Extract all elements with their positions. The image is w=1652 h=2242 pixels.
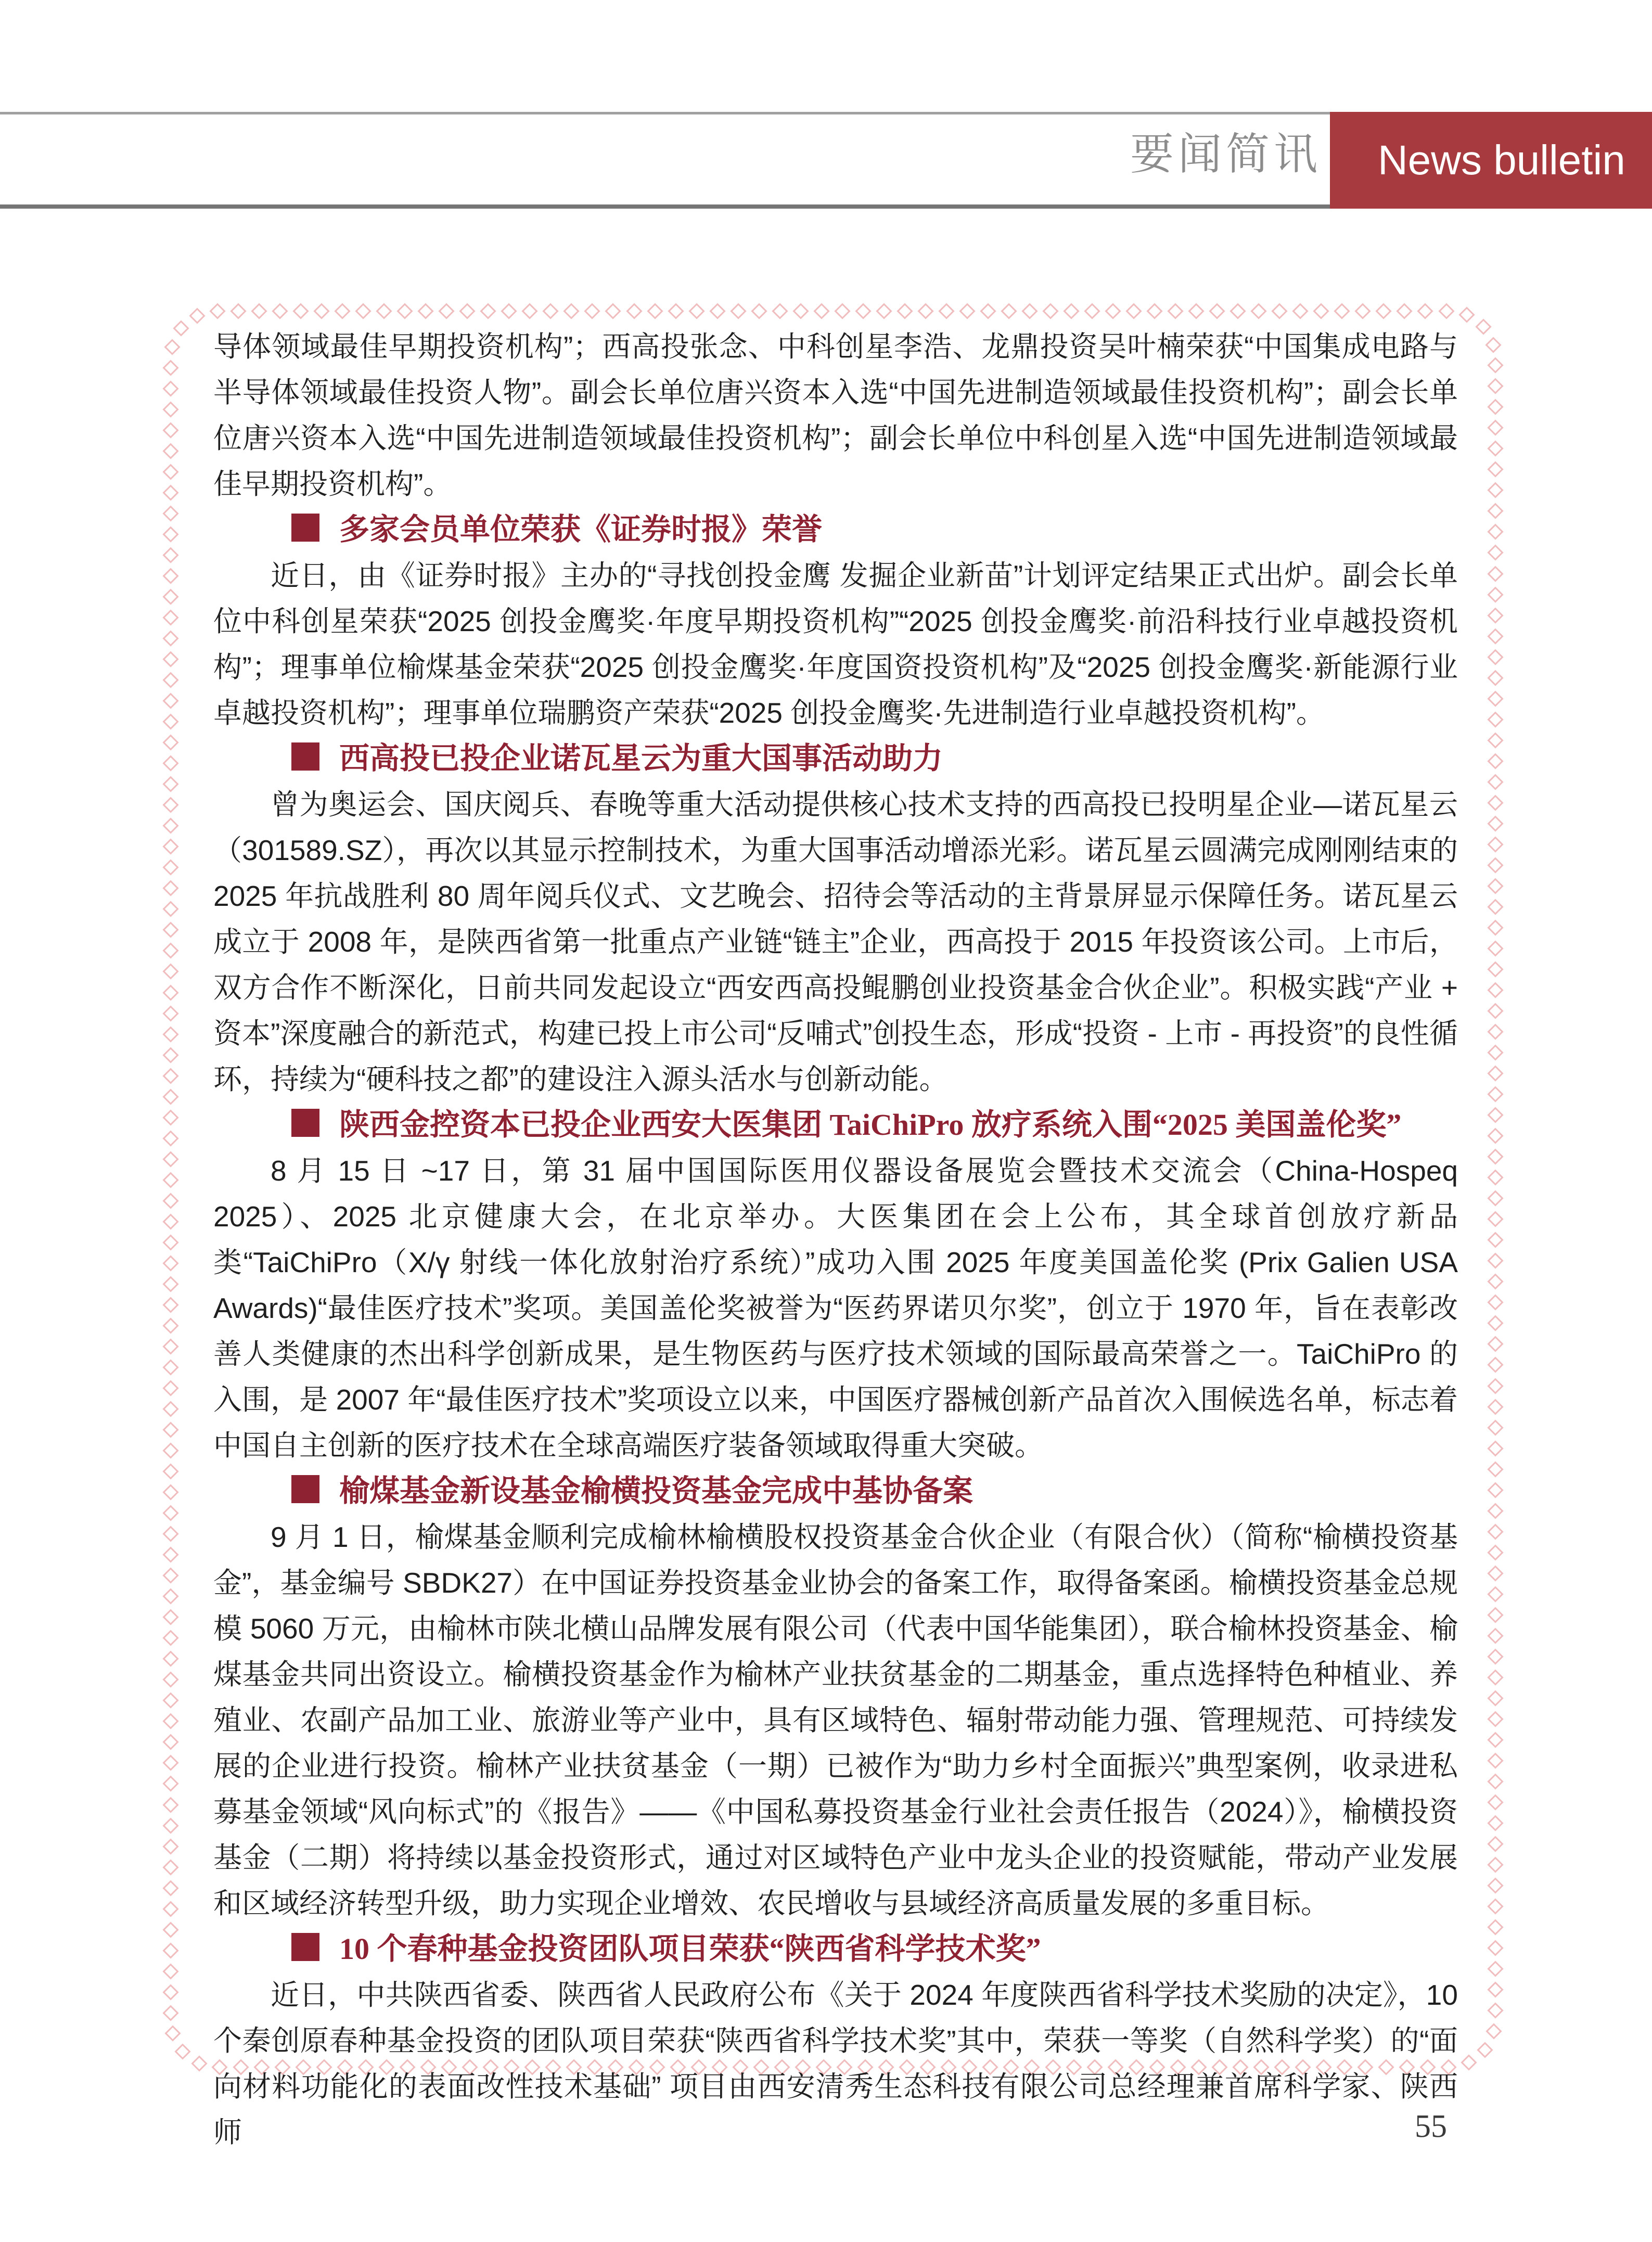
diamond-ornament bbox=[1487, 1482, 1503, 1498]
diamond-ornament bbox=[162, 735, 178, 751]
diamond-ornament bbox=[772, 303, 788, 319]
diamond-ornament bbox=[162, 1921, 178, 1938]
red-square-bullet-icon bbox=[291, 1475, 319, 1503]
diamond-ornament bbox=[1230, 303, 1246, 319]
diamond-ornament bbox=[1487, 1940, 1503, 1956]
diamond-ornament bbox=[1487, 1190, 1503, 1207]
diamond-ornament bbox=[1487, 1690, 1503, 1706]
article-column bbox=[213, 324, 1458, 2155]
diamond-ornament bbox=[1487, 586, 1503, 603]
diamond-ornament bbox=[162, 1443, 178, 1459]
header-rule-top bbox=[0, 112, 1330, 114]
diamond-ornament bbox=[164, 2026, 181, 2042]
diamond-ornament bbox=[1487, 982, 1503, 998]
red-square-bullet-icon bbox=[291, 514, 319, 542]
diamond-ornament bbox=[162, 1984, 178, 2000]
diamond-ornament bbox=[418, 303, 434, 319]
diamond-ornament bbox=[162, 651, 178, 668]
diamond-ornament bbox=[162, 1172, 178, 1188]
diamond-ornament bbox=[1487, 378, 1503, 394]
diamond-ornament bbox=[1487, 1232, 1503, 1248]
diamond-ornament bbox=[1487, 1419, 1503, 1436]
diamond-ornament bbox=[1487, 628, 1503, 644]
diamond-ornament bbox=[1487, 1752, 1503, 1769]
diamond-ornament bbox=[1063, 303, 1079, 319]
diamond-ornament bbox=[626, 303, 642, 319]
diamond-ornament bbox=[162, 1213, 178, 1229]
diamond-ornament bbox=[1487, 1211, 1503, 1227]
diamond-ornament bbox=[1487, 1440, 1503, 1456]
diamond-ornament bbox=[162, 2005, 178, 2021]
diamond-ornament bbox=[1487, 670, 1503, 686]
diamond-ornament bbox=[162, 1713, 178, 1729]
diamond-ornament bbox=[959, 303, 975, 319]
lead-paragraph: 导体领域最佳早期投资机构”；西高投张念、中科创星李浩、龙鼎投资吴叶楠荣获“中国集成电路与半导体领域最佳投资人物”。副会长单位唐兴资本入选“中国先进制造领域最佳投资机构”；副会长单位唐兴资本入选“中国先进制造领域最佳投资机构”；副会长单位中科创星入选“中国先进制造领域最佳早期投资机构”。 bbox=[213, 330, 1458, 500]
diamond-ornament bbox=[1477, 2042, 1493, 2058]
diamond-ornament bbox=[162, 1776, 178, 1792]
diamond-ornament bbox=[938, 303, 954, 319]
diamond-ornament bbox=[897, 303, 913, 319]
diamond-ornament bbox=[162, 1630, 178, 1646]
diamond-ornament bbox=[162, 631, 178, 647]
diamond-ornament bbox=[162, 1672, 178, 1688]
news-paragraph: 9 月 1 日，榆煤基金顺利完成榆林榆横股权投资基金合伙企业（有限合伙）（简称“榆横投资基金”，基金编号 SBDK27）在中国证券投资基金业协会的备案工作，取得备案函。榆横投资基金总规模 5060 万元，由榆林市陕北横山品牌发展有限公司（代表中国华能集团），联合榆林投资基金、榆煤基金共同出资设立。榆横投资基金作为榆林产业扶贫基金的二期基金，重点选择特色种植业、养殖业、农副产品加工业、旅游业等产业中，具有区域特色、辐射带动能力强、管理规范、可持续发展的企业进行投资。榆林产业扶贫基金（一期）已被作为“助力乡村全面振兴”典型案例，收录进私募基金领域“风向标式”的《报告》——《中国私募投资基金行业社会责任报告（2024）》，榆横投资基金（二期）将持续以基金投资形式，通过对区域特色产业中龙头企业的投资赋能，带动产业发展和区域经济转型升级，助力实现企业增效、农民增收与县域经济高质量发展的多重目标。 bbox=[213, 1521, 1458, 1919]
diamond-ornament bbox=[162, 1359, 178, 1375]
diamond-ornament bbox=[1487, 1170, 1503, 1186]
diamond-ornament bbox=[1487, 878, 1503, 894]
diamond-ornament bbox=[162, 943, 178, 959]
diamond-ornament bbox=[1487, 1024, 1503, 1040]
diamond-ornament bbox=[1487, 1315, 1503, 1331]
diamond-ornament bbox=[162, 1859, 178, 1875]
diamond-ornament bbox=[162, 1609, 178, 1625]
diamond-ornament bbox=[1487, 1336, 1503, 1352]
diamond-ornament bbox=[1487, 607, 1503, 623]
diamond-ornament bbox=[1487, 1003, 1503, 1019]
diamond-ornament bbox=[162, 1005, 178, 1021]
diamond-ornament bbox=[1487, 2003, 1503, 2019]
diamond-ornament bbox=[1487, 1607, 1503, 1623]
diamond-ornament bbox=[162, 839, 178, 855]
diamond-ornament bbox=[1188, 303, 1205, 319]
diamond-ornament bbox=[1397, 303, 1413, 319]
diamond-ornament bbox=[162, 547, 178, 563]
diamond-ornament bbox=[1487, 1378, 1503, 1394]
diamond-ornament bbox=[459, 303, 476, 319]
diamond-ornament bbox=[1313, 303, 1329, 319]
diamond-ornament bbox=[162, 360, 178, 376]
diamond-ornament bbox=[1487, 1628, 1503, 1644]
diamond-ornament bbox=[480, 303, 496, 319]
diamond-ornament bbox=[1487, 1295, 1503, 1311]
diamond-ornament bbox=[162, 797, 178, 813]
diamond-ornament bbox=[162, 1317, 178, 1334]
diamond-ornament bbox=[1487, 1794, 1503, 1810]
diamond-ornament bbox=[162, 1255, 178, 1271]
diamond-ornament bbox=[162, 1109, 178, 1125]
diamond-ornament bbox=[1461, 2055, 1477, 2071]
diamond-ornament bbox=[1487, 462, 1503, 478]
diamond-ornament bbox=[1147, 303, 1163, 319]
diamond-ornament bbox=[1487, 1357, 1503, 1373]
diamond-ornament bbox=[162, 1068, 178, 1084]
diamond-ornament bbox=[709, 303, 725, 319]
diamond-ornament bbox=[1487, 566, 1503, 582]
diamond-ornament bbox=[162, 755, 178, 772]
diamond-ornament bbox=[162, 1380, 178, 1396]
diamond-ornament bbox=[162, 1942, 178, 1958]
news-heading bbox=[213, 1926, 1458, 1972]
diamond-ornament bbox=[834, 303, 850, 319]
diamond-ornament bbox=[1487, 1878, 1503, 1894]
diamond-ornament bbox=[162, 401, 178, 417]
news-paragraph: 近日，中共陕西省委、陕西省人民政府公布《关于 2024 年度陕西省科学技术奖励的决定》，10 个秦创原春种基金投资的团队项目荣获“陕西省科学技术奖”其中，荣获一等奖（自然科学奖）的“面向材料功能化的表面改性技术基础” 项目由西安清秀生态科技有限公司总经理兼首席科学家、陕西师 bbox=[213, 1979, 1458, 2148]
diamond-ornament bbox=[162, 818, 178, 834]
diamond-ornament bbox=[162, 380, 178, 396]
diamond-ornament bbox=[751, 303, 767, 319]
diamond-ornament bbox=[1487, 1773, 1503, 1789]
diamond-ornament bbox=[564, 303, 580, 319]
diamond-ornament bbox=[162, 1088, 178, 1105]
news-heading-text: 陕西金控资本已投企业西安大医集团 TaiChiPro 放疗系统入围“2025 美国盖伦奖” bbox=[339, 1108, 1402, 1142]
diamond-ornament bbox=[688, 303, 705, 319]
diamond-ornament bbox=[1487, 1919, 1503, 1936]
diamond-ornament bbox=[1487, 774, 1503, 790]
section-title-box bbox=[1330, 112, 1652, 209]
diamond-ornament bbox=[397, 303, 413, 319]
diamond-ornament bbox=[1487, 1523, 1503, 1540]
diamond-ornament bbox=[230, 303, 246, 319]
diamond-ornament bbox=[1272, 303, 1288, 319]
diamond-ornament bbox=[1355, 303, 1371, 319]
diamond-ornament bbox=[162, 1526, 178, 1542]
diamond-ornament bbox=[1487, 1648, 1503, 1664]
diamond-ornament bbox=[439, 303, 455, 319]
diamond-ornament bbox=[1334, 303, 1350, 319]
diamond-ornament bbox=[162, 1193, 178, 1209]
diamond-ornament bbox=[1487, 1086, 1503, 1103]
diamond-ornament bbox=[335, 303, 351, 319]
diamond-ornament bbox=[1487, 961, 1503, 977]
red-square-bullet-icon bbox=[291, 1933, 319, 1961]
diamond-ornament bbox=[162, 1734, 178, 1750]
diamond-ornament bbox=[162, 484, 178, 501]
section-title-cn: 要闻简讯 bbox=[1130, 130, 1322, 178]
diamond-ornament bbox=[1417, 303, 1433, 319]
diamond-ornament bbox=[162, 1755, 178, 1771]
diamond-ornament bbox=[1487, 899, 1503, 915]
diamond-ornament bbox=[1487, 649, 1503, 665]
diamond-ornament bbox=[162, 1838, 178, 1854]
diamond-ornament bbox=[1487, 1565, 1503, 1581]
diamond-ornament bbox=[162, 901, 178, 917]
red-square-bullet-icon bbox=[291, 742, 319, 771]
page-number: 55 bbox=[1415, 2109, 1447, 2144]
diamond-ornament bbox=[162, 568, 178, 584]
diamond-ornament bbox=[1487, 1149, 1503, 1165]
diamond-ornament bbox=[1292, 303, 1309, 319]
news-heading-text: 榆煤基金新设基金榆横投资基金完成中基协备案 bbox=[339, 1474, 974, 1508]
diamond-ornament bbox=[1487, 1815, 1503, 1831]
diamond-ornament bbox=[1487, 1128, 1503, 1144]
diamond-ornament bbox=[730, 303, 746, 319]
diamond-ornament bbox=[162, 693, 178, 709]
news-heading bbox=[213, 507, 1458, 553]
diamond-ornament bbox=[162, 1421, 178, 1438]
diamond-ornament bbox=[293, 303, 309, 319]
diamond-ornament bbox=[668, 303, 684, 319]
section-title-en: News bulletin bbox=[1378, 137, 1625, 183]
diamond-ornament bbox=[162, 443, 178, 459]
diamond-ornament bbox=[1487, 399, 1503, 415]
news-heading-text: 10 个春种基金投资团队项目荣获“陕西省科学技术奖” bbox=[339, 1932, 1041, 1966]
diamond-ornament bbox=[1487, 815, 1503, 831]
diamond-ornament bbox=[605, 303, 621, 319]
diamond-ornament bbox=[162, 880, 178, 896]
diamond-ornament bbox=[917, 303, 933, 319]
diamond-ornament bbox=[1487, 1857, 1503, 1873]
diamond-ornament bbox=[162, 1588, 178, 1605]
diamond-ornament bbox=[1487, 524, 1503, 540]
diamond-ornament bbox=[1487, 1961, 1503, 1977]
diamond-ornament bbox=[376, 303, 392, 319]
news-heading bbox=[213, 1102, 1458, 1148]
diamond-ornament bbox=[162, 1297, 178, 1313]
diamond-ornament bbox=[162, 1464, 178, 1480]
diamond-ornament bbox=[162, 1505, 178, 1521]
diamond-ornament bbox=[1251, 303, 1267, 319]
diamond-ornament bbox=[1487, 1586, 1503, 1602]
diamond-ornament bbox=[1487, 1503, 1503, 1519]
diamond-ornament bbox=[162, 860, 178, 876]
diamond-ornament bbox=[162, 526, 178, 542]
diamond-ornament bbox=[164, 339, 180, 355]
diamond-ornament bbox=[813, 303, 829, 319]
diamond-ornament bbox=[1487, 1836, 1503, 1852]
diamond-ornament bbox=[162, 1963, 178, 1979]
diamond-ornament bbox=[1487, 503, 1503, 519]
diamond-ornament bbox=[162, 1151, 178, 1167]
diamond-ornament bbox=[1168, 303, 1184, 319]
diamond-ornament bbox=[162, 1026, 178, 1042]
news-heading bbox=[213, 736, 1458, 782]
diamond-ornament bbox=[1485, 337, 1502, 353]
diamond-ornament bbox=[162, 422, 178, 438]
diamond-ornament bbox=[647, 303, 663, 319]
diamond-ornament bbox=[162, 1693, 178, 1709]
diamond-ornament bbox=[162, 1547, 178, 1563]
diamond-ornament bbox=[1487, 1274, 1503, 1290]
diamond-ornament bbox=[1376, 303, 1392, 319]
diamond-ornament bbox=[1487, 732, 1503, 748]
diamond-ornament bbox=[162, 672, 178, 688]
diamond-ornament bbox=[543, 303, 559, 319]
diamond-ornament bbox=[162, 609, 178, 625]
diamond-ornament bbox=[162, 1797, 178, 1813]
diamond-ornament bbox=[162, 1130, 178, 1146]
diamond-ornament bbox=[1487, 795, 1503, 811]
diamond-ornament bbox=[173, 321, 189, 337]
diamond-ornament bbox=[251, 303, 267, 319]
diamond-ornament bbox=[1487, 711, 1503, 727]
diamond-ornament bbox=[174, 2044, 190, 2060]
diamond-ornament bbox=[876, 303, 892, 319]
news-heading-text: 多家会员单位荣获《证券时报》荣誉 bbox=[339, 513, 823, 546]
diamond-ornament bbox=[1487, 1253, 1503, 1269]
diamond-ornament bbox=[162, 505, 178, 521]
diamond-ornament bbox=[1486, 2023, 1502, 2040]
news-heading bbox=[213, 1468, 1458, 1514]
diamond-ornament bbox=[162, 1568, 178, 1584]
diamond-ornament bbox=[162, 964, 178, 980]
diamond-ornament bbox=[1487, 1045, 1503, 1061]
diamond-ornament bbox=[162, 984, 178, 1001]
diamond-ornament bbox=[162, 1401, 178, 1417]
diamond-ornament bbox=[209, 303, 225, 319]
diamond-ornament bbox=[162, 1651, 178, 1667]
diamond-ornament bbox=[162, 922, 178, 938]
diamond-ornament bbox=[1487, 1107, 1503, 1123]
diamond-ornament bbox=[1487, 836, 1503, 852]
diamond-ornament bbox=[1487, 441, 1503, 457]
header-rule-bottom bbox=[0, 204, 1330, 209]
diamond-ornament bbox=[1487, 1544, 1503, 1560]
diamond-ornament bbox=[855, 303, 871, 319]
diamond-ornament bbox=[191, 2056, 208, 2072]
diamond-ornament bbox=[1487, 919, 1503, 936]
diamond-ornament bbox=[1021, 303, 1038, 319]
diamond-ornament bbox=[1126, 303, 1142, 319]
diamond-ornament bbox=[1487, 545, 1503, 561]
news-paragraph: 曾为奥运会、国庆阅兵、春晚等重大活动提供核心技术支持的西高投已投明星企业—诺瓦星云（301589.SZ），再次以其显示控制技术，为重大国事活动增添光彩。诺瓦星云圆满完成刚刚结束的 2025 年抗战胜利 80 周年阅兵仪式、文艺晚会、招待会等活动的主背景屏显示保障任务。诺瓦星云成立于 2008 年，是陕西省第一批重点产业链“链主”企业，西高投于 2015 年投资该公司。上市后，双方合作不断深化，日前共同发起设立“西安西高投鲲鹏创业投资基金合伙企业”。积极实践“产业 + 资本”深度融合的新范式，构建已投上市公司“反哺式”创投生态，形成“投资 - 上市 - 再投资”的良性循环，持续为“硬科技之都”的建设注入源头活水与创新动能。 bbox=[213, 788, 1458, 1095]
diamond-ornament bbox=[1487, 1982, 1503, 1998]
diamond-ornament bbox=[162, 1817, 178, 1834]
diamond-ornament bbox=[314, 303, 330, 319]
diamond-ornament bbox=[1487, 482, 1503, 498]
diamond-ornament bbox=[1487, 1899, 1503, 1915]
diamond-ornament bbox=[162, 1901, 178, 1917]
diamond-ornament bbox=[1458, 306, 1475, 323]
diamond-ornament bbox=[1209, 303, 1225, 319]
diamond-ornament bbox=[1084, 303, 1100, 319]
diamond-ornament bbox=[355, 303, 372, 319]
diamond-ornament bbox=[1487, 1711, 1503, 1727]
diamond-ornament bbox=[1105, 303, 1121, 319]
diamond-ornament bbox=[162, 464, 178, 480]
diamond-ornament bbox=[1487, 753, 1503, 769]
diamond-ornament bbox=[584, 303, 600, 319]
diamond-ornament bbox=[501, 303, 517, 319]
diamond-ornament bbox=[792, 303, 809, 319]
diamond-ornament bbox=[189, 308, 206, 324]
diamond-ornament bbox=[1487, 940, 1503, 956]
diamond-ornament bbox=[162, 1234, 178, 1250]
diamond-ornament bbox=[1487, 690, 1503, 707]
diamond-ornament bbox=[1475, 318, 1491, 335]
diamond-ornament bbox=[1438, 303, 1454, 319]
news-heading-text: 西高投已投企业诺瓦星云为重大国事活动助力 bbox=[339, 741, 943, 775]
diamond-ornament bbox=[162, 1484, 178, 1501]
diamond-ornament bbox=[522, 303, 538, 319]
diamond-ornament bbox=[1487, 1732, 1503, 1748]
news-paragraph: 8 月 15 日 ~17 日，第 31 届中国国际医用仪器设备展览会暨技术交流会（China-Hospeq 2025）、2025 北京健康大会，在北京举办。大医集团在会上公布，其全球首创放疗新品类“TaiChiPro（X/γ 射线一体化放射治疗系统）”成功入围 2025 年度美国盖伦奖 (Prix Galien USA Awards)“最佳医疗技术”奖项。美国盖伦奖被誉为“医药界诺贝尔奖”，创立于 1970 年，旨在表彰改善人类健康的杰出科学创新成果，是生物医药与医疗技术领域的国际最高荣誉之一。TaiChiPro 的入围，是 2007 年“最佳医疗技术”奖项设立以来，中国医疗器械创新产品首次入围候选名单，标志着中国自主创新的医疗技术在全球高端医疗装备领域取得重大突破。 bbox=[213, 1155, 1458, 1462]
diamond-ornament bbox=[162, 776, 178, 792]
diamond-ornament bbox=[162, 1338, 178, 1354]
diamond-ornament bbox=[162, 714, 178, 730]
diamond-ornament bbox=[162, 1880, 178, 1896]
diamond-ornament bbox=[162, 588, 178, 605]
diamond-ornament bbox=[272, 303, 288, 319]
diamond-ornament bbox=[162, 1276, 178, 1292]
diamond-ornament bbox=[1487, 857, 1503, 873]
red-square-bullet-icon bbox=[291, 1109, 319, 1137]
diamond-ornament bbox=[1487, 1399, 1503, 1415]
diamond-ornament bbox=[1487, 420, 1503, 436]
diamond-ornament bbox=[1001, 303, 1017, 319]
diamond-ornament bbox=[1487, 357, 1503, 374]
diamond-ornament bbox=[1487, 1461, 1503, 1477]
diamond-ornament bbox=[1042, 303, 1058, 319]
diamond-ornament bbox=[162, 1047, 178, 1063]
news-paragraph: 近日，由《证券时报》主办的“寻找创投金鹰 发掘企业新苗”计划评定结果正式出炉。副会长单位中科创星荣获“2025 创投金鹰奖·年度早期投资机构”“2025 创投金鹰奖·前沿科技行业卓越投资机构”；理事单位榆煤基金荣获“2025 创投金鹰奖·年度国资投资机构”及“2025 创投金鹰奖·新能源行业卓越投资机构”；理事单位瑞鹏资产荣获“2025 创投金鹰奖·先进制造行业卓越投资机构”。 bbox=[213, 559, 1458, 729]
diamond-ornament bbox=[980, 303, 996, 319]
diamond-ornament bbox=[1487, 1066, 1503, 1082]
diamond-ornament bbox=[1487, 1669, 1503, 1685]
